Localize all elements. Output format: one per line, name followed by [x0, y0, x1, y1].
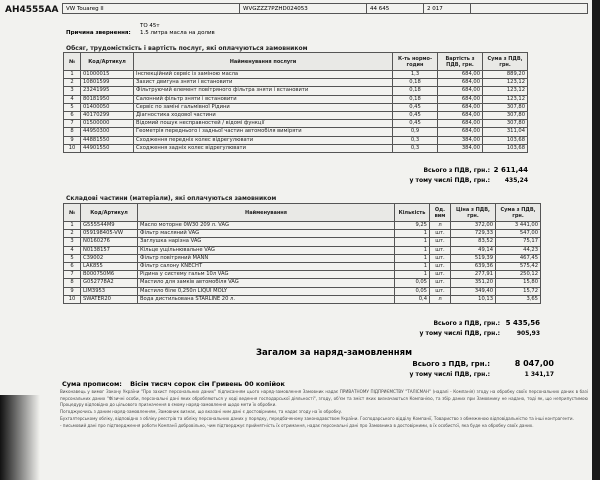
- services-header-cell: Сума з ПДВ, грн.: [483, 53, 528, 71]
- vehicle-model: VW Touareg II: [63, 4, 240, 14]
- parts-cell: 7: [64, 271, 81, 279]
- services-cell: 01500000: [81, 120, 134, 128]
- parts-cell: шт.: [430, 263, 451, 271]
- parts-cell: 467,45: [496, 254, 541, 262]
- services-cell: 684,00: [438, 120, 483, 128]
- words-label: Сума прописом:: [62, 380, 122, 388]
- parts-cell: 349,40: [451, 287, 496, 295]
- parts-cell: шт.: [430, 254, 451, 262]
- parts-cell: л: [430, 295, 451, 303]
- services-cell: 6: [64, 112, 81, 120]
- services-cell: 684,00: [438, 79, 483, 87]
- parts-cell: 83,52: [451, 238, 496, 246]
- services-header-cell: №: [64, 53, 81, 71]
- parts-cell: шт.: [430, 230, 451, 238]
- services-cell: 9: [64, 136, 81, 144]
- services-cell: 0,3: [393, 144, 438, 152]
- parts-table: [63, 203, 541, 304]
- services-cell: 10801599: [81, 79, 134, 87]
- parts-cell: 639,36: [451, 263, 496, 271]
- services-cell: 384,00: [438, 136, 483, 144]
- parts-cell: шт.: [430, 271, 451, 279]
- services-cell: 684,00: [438, 103, 483, 111]
- services-cell: 1,3: [393, 71, 438, 79]
- parts-cell: LAK855: [81, 263, 138, 271]
- parts-cell: 5: [64, 254, 81, 262]
- services-cell: Інспекційний сервіс із заміною масла: [134, 71, 393, 79]
- parts-row: [64, 222, 541, 230]
- services-cell: 0,45: [393, 120, 438, 128]
- words-value: Вісім тисяч сорок сім Гривень 00 копійок: [130, 380, 285, 388]
- services-cell: Сходження задніх колес відрегулювати: [134, 144, 393, 152]
- parts-cell: 3 441,00: [496, 222, 541, 230]
- parts-row: [64, 230, 541, 238]
- services-row: [64, 79, 528, 87]
- grand-vat-value: 1 341,17: [524, 371, 554, 378]
- parts-cell: 1: [64, 222, 81, 230]
- parts-vat-label: у тому числі ПДВ, грн.:: [419, 330, 500, 337]
- parts-cell: 372,00: [451, 222, 496, 230]
- parts-header-cell: Од. вим: [430, 204, 451, 222]
- services-total-value: 2 611,44: [493, 166, 528, 174]
- parts-total-label: Всього з ПДВ, грн.:: [433, 320, 500, 327]
- vehicle-year: 2 017: [424, 4, 471, 14]
- parts-cell: N0138157: [81, 246, 138, 254]
- parts-cell: 059198405-VW: [81, 230, 138, 238]
- parts-vat-value: 905,93: [516, 330, 540, 337]
- services-cell: 684,00: [438, 112, 483, 120]
- services-row: [64, 136, 528, 144]
- vehicle-extra: [471, 4, 588, 14]
- fine-print-paragraph: Бухгалтерському обліку, відповідно з обліку реєстрів та обліку персональних даних у порядку, передбаченому законодавством України. Господарського відділу Компанії, Товариство з обмеженою відповідальністю та інші контрагенти.: [60, 415, 574, 421]
- parts-cell: 9,25: [395, 222, 430, 230]
- services-cell: 01000015: [81, 71, 134, 79]
- services-cell: 123,12: [483, 79, 528, 87]
- parts-cell: шт.: [430, 287, 451, 295]
- parts-header-cell: №: [64, 204, 81, 222]
- services-cell: 103,68: [483, 136, 528, 144]
- services-row: [64, 128, 528, 136]
- parts-cell: шт.: [430, 246, 451, 254]
- services-cell: 307,80: [483, 112, 528, 120]
- services-cell: 103,68: [483, 144, 528, 152]
- parts-cell: 1: [395, 238, 430, 246]
- parts-row: [64, 263, 541, 271]
- services-cell: 684,00: [438, 71, 483, 79]
- services-header-cell: Код/Артикул: [81, 53, 134, 71]
- services-cell: 80181950: [81, 95, 134, 103]
- parts-cell: 75,17: [496, 238, 541, 246]
- parts-cell: 1: [395, 271, 430, 279]
- parts-cell: Фільтр салону KNECHT: [138, 263, 395, 271]
- parts-row: [64, 254, 541, 262]
- services-cell: 684,00: [438, 87, 483, 95]
- parts-cell: 10,13: [451, 295, 496, 303]
- parts-cell: 6: [64, 263, 81, 271]
- services-cell: 0,18: [393, 95, 438, 103]
- parts-cell: 8: [64, 279, 81, 287]
- services-cell: 40170299: [81, 112, 134, 120]
- services-cell: 684,00: [438, 95, 483, 103]
- parts-cell: шт.: [430, 238, 451, 246]
- parts-cell: 729,33: [451, 230, 496, 238]
- services-cell: Сходження передніх колес відрегулювати: [134, 136, 393, 144]
- parts-cell: 0,05: [395, 287, 430, 295]
- parts-cell: 3,65: [496, 295, 541, 303]
- parts-cell: Рідина у систему гальм 10л VAG: [138, 271, 395, 279]
- services-row: [64, 103, 528, 111]
- services-row: [64, 144, 528, 152]
- services-row: [64, 95, 528, 103]
- parts-cell: 9: [64, 287, 81, 295]
- parts-cell: 575,42: [496, 263, 541, 271]
- parts-cell: 351,20: [451, 279, 496, 287]
- to-code: ТО 45т: [140, 23, 160, 29]
- fine-print-paragraph: Погоджуючись з даним наряд-замовленням, Замовник визнає, що вказані ним дані є достовірними, та надає згоду на їх обробку.: [60, 409, 343, 415]
- services-cell: Сервіс по заміні гальмівної Рідини: [134, 103, 393, 111]
- reason-label: Причина звернення:: [66, 30, 131, 36]
- parts-row: [64, 238, 541, 246]
- parts-cell: 44,23: [496, 246, 541, 254]
- services-header-cell: К-ть нормо-годин: [393, 53, 438, 71]
- services-cell: 23241995: [81, 87, 134, 95]
- grand-title: Загалом за наряд-замовленням: [256, 348, 413, 358]
- services-cell: 0,45: [393, 103, 438, 111]
- services-cell: 8: [64, 128, 81, 136]
- parts-cell: 15,80: [496, 279, 541, 287]
- services-row: [64, 112, 528, 120]
- parts-cell: C39002: [81, 254, 138, 262]
- parts-row: [64, 271, 541, 279]
- parts-cell: Фільтр масляний VAG: [138, 230, 395, 238]
- parts-cell: Фільтр повітряний MANN: [138, 254, 395, 262]
- services-cell: 684,00: [438, 128, 483, 136]
- services-cell: 384,00: [438, 144, 483, 152]
- parts-cell: Мастило для замків автомобіля VAG: [138, 279, 395, 287]
- services-cell: 3: [64, 87, 81, 95]
- services-cell: 1: [64, 71, 81, 79]
- parts-total-value: 5 435,56: [505, 319, 540, 327]
- services-cell: Геометрія переднього і задньої частин автомобіля виміряти: [134, 128, 393, 136]
- parts-header-cell: Ціна з ПДВ, грн.: [451, 204, 496, 222]
- parts-body: [64, 222, 541, 304]
- services-cell: 123,12: [483, 87, 528, 95]
- vehicle-vin: WVGZZZ7PZHD024053: [240, 4, 367, 14]
- services-cell: 0,3: [393, 136, 438, 144]
- services-row: [64, 71, 528, 79]
- fine-print-paragraph: - письмовий дані про підтвердження роботи Компанії добровільно, чим підтверджує прийнятність їх отримання, надає персональні дані про Замовника в достовірними, в їх особистої, яка буде на обробку своїх даних.: [60, 422, 534, 428]
- services-total-label: Всього з ПДВ, грн.:: [423, 167, 490, 174]
- vehicle-mileage: 44 645: [367, 4, 424, 14]
- services-header-cell: Вартість з ПДВ, грн.: [438, 53, 483, 71]
- parts-cell: Вода дистильована STARLINE 20 л.: [138, 295, 395, 303]
- services-header-cell: Найменування послуги: [134, 53, 393, 71]
- services-cell: 10: [64, 144, 81, 152]
- parts-header-cell: Сума з ПДВ, грн.: [496, 204, 541, 222]
- services-cell: 44901550: [81, 144, 134, 152]
- parts-cell: л: [430, 222, 451, 230]
- vehicle-header-table: [62, 3, 588, 14]
- services-cell: Фільтруючий елемент повітряного фільтра зняти і встановити: [134, 87, 393, 95]
- services-cell: 44881550: [81, 136, 134, 144]
- photo-edge-right: [592, 0, 600, 480]
- parts-cell: 4: [64, 246, 81, 254]
- services-body: [64, 71, 528, 153]
- services-cell: Салонний фільтр зняти і встановити: [134, 95, 393, 103]
- grand-total-value: 8 047,00: [514, 359, 554, 368]
- parts-cell: 49,14: [451, 246, 496, 254]
- grand-total-label: Всього з ПДВ, грн.:: [412, 360, 490, 368]
- services-cell: 123,12: [483, 95, 528, 103]
- services-cell: 44950300: [81, 128, 134, 136]
- services-vat-value: 435,24: [504, 177, 528, 184]
- parts-title: Складові частини (матеріали), які оплачуються замовником: [66, 195, 277, 202]
- parts-header-cell: Найменування: [138, 204, 395, 222]
- parts-cell: Масло моторне 0W30 209 л. VAG: [138, 222, 395, 230]
- parts-cell: 3: [64, 238, 81, 246]
- amount-in-words: [62, 380, 285, 388]
- parts-cell: шт.: [430, 279, 451, 287]
- services-row: [64, 87, 528, 95]
- parts-cell: B000750M6: [81, 271, 138, 279]
- parts-cell: 1: [395, 230, 430, 238]
- services-cell: 0,18: [393, 79, 438, 87]
- services-cell: Діагностика ходової частини: [134, 112, 393, 120]
- fine-print: [60, 389, 588, 429]
- services-cell: 5: [64, 103, 81, 111]
- services-cell: 889,20: [483, 71, 528, 79]
- parts-cell: SWATER20: [81, 295, 138, 303]
- services-row: [64, 120, 528, 128]
- parts-cell: 0,05: [395, 279, 430, 287]
- parts-cell: G555544M9: [81, 222, 138, 230]
- parts-cell: 547,00: [496, 230, 541, 238]
- services-cell: 2: [64, 79, 81, 87]
- services-cell: 7: [64, 120, 81, 128]
- fine-print-paragraph: Виконавець у вимог Закону України "Про захист персональних даних" підписанням цього наряд-замовлення Замовник надає ПРИВАТНОМУ ПІДПРИЄМСТВУ "ТАЛІСМАН" (надалі - Компанія) згоду на обробку своїх персональних даних в базі персональних даних "Фізичні особи, персональні дані яких обробляються у ході ведення господарської діяльності", згоду, об'єм та зміст яких визначаються Компанією, та збір даних при Замовнику не надано, тоді як, що неприпустимою Процедуру відповідно до цільового призначення в ємому наряд-замовлення щодо мети їх обробки.: [60, 389, 588, 408]
- parts-cell: N0160276: [81, 238, 138, 246]
- parts-cell: Кільце ущільнювальне VAG: [138, 246, 395, 254]
- parts-header-cell: Код/Артикул: [81, 204, 138, 222]
- services-cell: 0,18: [393, 87, 438, 95]
- parts-row: [64, 295, 541, 303]
- parts-cell: Мастило біле 0,250л LIQUI MOLY: [138, 287, 395, 295]
- parts-header-cell: Кількість: [395, 204, 430, 222]
- parts-row: [64, 287, 541, 295]
- services-cell: Відомий пошук несправностей / відомі функції: [134, 120, 393, 128]
- parts-cell: 277,91: [451, 271, 496, 279]
- parts-cell: 1: [395, 263, 430, 271]
- services-cell: 311,04: [483, 128, 528, 136]
- parts-cell: 519,39: [451, 254, 496, 262]
- services-cell: 0,45: [393, 112, 438, 120]
- parts-row: [64, 246, 541, 254]
- parts-cell: 10: [64, 295, 81, 303]
- parts-row: [64, 279, 541, 287]
- photo-edge-bottom-left: [0, 395, 40, 480]
- parts-cell: Заглушка нарізна VAG: [138, 238, 395, 246]
- services-title: Обсяг, трудомісткість і вартість послуг, які оплачуються замовником: [66, 45, 308, 52]
- parts-cell: 1: [395, 246, 430, 254]
- services-cell: 307,80: [483, 120, 528, 128]
- services-cell: 307,80: [483, 103, 528, 111]
- parts-cell: 1: [395, 254, 430, 262]
- grand-vat-label: у тому числі ПДВ, грн.:: [409, 371, 490, 378]
- parts-cell: G052778A2: [81, 279, 138, 287]
- reason-value: 1.5 литра масла на долив: [140, 30, 215, 36]
- parts-cell: 0,4: [395, 295, 430, 303]
- services-cell: 01400050: [81, 103, 134, 111]
- parts-cell: 250,12: [496, 271, 541, 279]
- services-cell: Захист двигуна зняти і встановити: [134, 79, 393, 87]
- parts-cell: LIM3953: [81, 287, 138, 295]
- parts-cell: 15,72: [496, 287, 541, 295]
- services-cell: 4: [64, 95, 81, 103]
- services-table: [63, 52, 528, 153]
- services-vat-label: у тому числі ПДВ, грн.:: [409, 177, 490, 184]
- plate-number: AH4555AA: [5, 5, 59, 15]
- parts-cell: 2: [64, 230, 81, 238]
- services-cell: 0,9: [393, 128, 438, 136]
